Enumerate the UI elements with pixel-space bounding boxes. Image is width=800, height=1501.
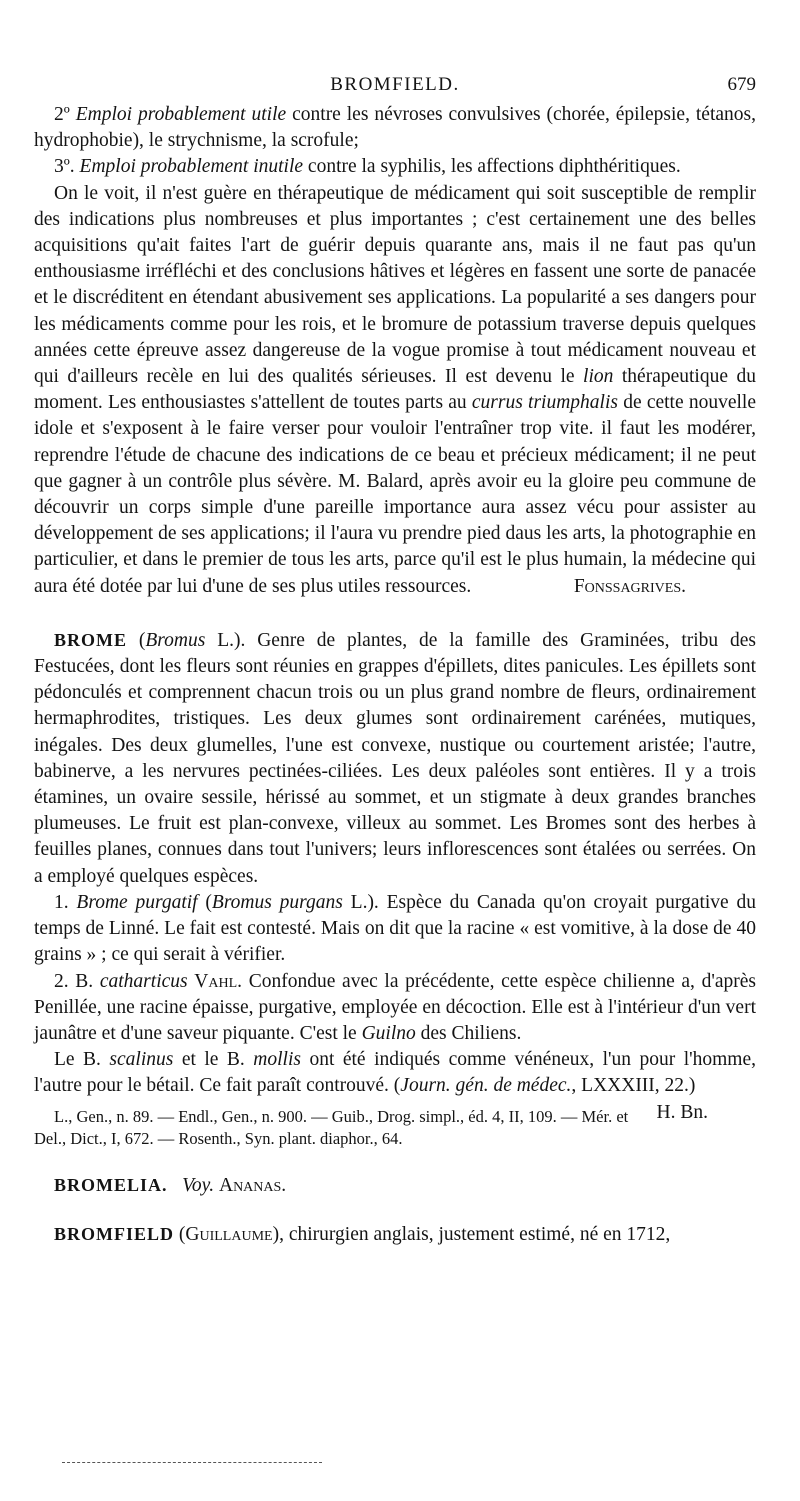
author-signature: Fonssagrives. bbox=[573, 575, 686, 597]
text-run: thérapeutique du moment. Les enthousiastes s'attellent de toutes parts au bbox=[34, 366, 757, 414]
author-name: Vahl. bbox=[194, 970, 243, 992]
paragraph-emploi-utile bbox=[34, 102, 756, 154]
bibliography-line: L., Gen., n. 89. — Endl., Gen., n. 900. — Guib., Drog. simpl., éd. 4, II, 109. — Mér. et bbox=[54, 1106, 629, 1126]
text-run: L.). bbox=[342, 891, 379, 913]
species-name: catharticus bbox=[99, 970, 188, 992]
page-number: 679 bbox=[727, 74, 756, 95]
text-run: Le B. bbox=[54, 1049, 110, 1071]
entry-headword: BROME bbox=[54, 629, 128, 650]
text-run: , chirurgien anglais, justement estimé, né en 1712, bbox=[279, 1223, 671, 1245]
species-name: mollis bbox=[253, 1049, 301, 1071]
entry-bromelia bbox=[34, 1172, 756, 1199]
text-run: et le B. bbox=[173, 1049, 254, 1071]
latin-name: Bromus purgans bbox=[211, 891, 343, 913]
entry-headword: BROMFIELD bbox=[54, 1223, 175, 1244]
text-run: de cette nouvelle idole et s'exposent à le faire verser pour vouloir l'entraîner trop vite. il faut les modérer, reprendre l'étude de chacune des indications de ce beau et précieux médicament; il ne peut que gagner à un contrôle plus sévère. M. Balard, après avoir eu la gloire peu commune de découvrir un corps simple d'une pareille importance aura assez vécu pour assister au développement de ses applications; il l'aura vu prendre pied daus les arts, la photographie en particulier, et dans le premier de tous les arts, parce qu'il est le plus humain, la médecine qui aura été dotée par lui d'une de ses plus utiles ressources. bbox=[34, 392, 756, 597]
text-run: B. bbox=[68, 970, 100, 992]
text-run: Confondue avec la précédente, cette espèce chilienne a, d'après Penillée, une racine épaisse, purgative, employée en décoction. Elle est à l'intérieur d'un vert jaunâtre et d'une saveur piquante. C'est le bbox=[34, 970, 757, 1044]
paragraph-brome-item-1: 1. Brome purgatif (Bromus purgans L.). Espèce du Canada qu'on croyait purgative du temps de Linné. Le fait est contesté. Mais on dit que la racine « est vomitive, à la dose de 40 grains » ; ce qui serait à vérifier. bbox=[34, 891, 756, 966]
species-name: scalinus bbox=[109, 1049, 174, 1071]
given-name: Guillaume bbox=[185, 1223, 273, 1245]
text-run: Genre de plantes, de la famille des Graminées, tribu des Festucées, dont les fleurs sont réunies en grappes d'épillets, dites panicules. Les épillets sont pédonculés et comprennent chacun trois ou un plus grand nombre de fleurs, ordinairement hermaphrodites, tristiques. Les deux glumes sont ordinairement carénées, mutiques, inégales. Des deux glumelles, l'une est convexe, nustique ou courtement aristée; l'autre, babinerve, a les nervures pectinées-ciliées. Les deux paléoles sont entières. Il y a trois étamines, un ovaire sessile, hérissé au sommet, et un stigmate à deux grandes branches plumeuses. Le fruit est plan-convexe, villeux au sommet. Les Bromes sont des herbes à feuilles planes, connues dans tout l'univers; leurs inflorescences sont étalées ou serrées. On a employé quelques espèces. bbox=[34, 629, 757, 887]
item-number: 2. bbox=[54, 970, 69, 992]
cross-reference-label: Voy. bbox=[182, 1174, 215, 1196]
text-run: ont été indiqués comme vénéneux, l'un pour l'homme, l'autre pour le bétail. Ce fait paraît controuvé. ( bbox=[34, 1049, 757, 1097]
item-number: 2º bbox=[54, 104, 70, 125]
text-run-italic: Guilno bbox=[361, 1022, 416, 1044]
text-run: Espèce du Canada qu'on croyait purgative du temps de Linné. Le fait est contesté. Mais on dit que la racine « est vomitive, à la dose de 40 grains » ; ce qui serait à vérifier. bbox=[34, 891, 756, 966]
item-text: contre la syphilis, les affections diphthéritiques. bbox=[303, 156, 681, 178]
page bbox=[34, 72, 756, 1248]
text-run: On le voit, il n'est guère en thérapeutique de médicament qui soit susceptible de remplir des indications plus nombreuses et plus importantes ; c'est certainement une des belles acquisitions qu'ait faites l'art de guérir depuis quarante ans, mais il ne faut pas qu'un enthousiasme irréfléchi et des conclusions hâtives et légères en fassent une sorte de panacée et le discréditent en étendant abusivement ses applications. La popularité a ses dangers pour les médicaments comme pour les rois, et le bromure de potassium traverse depuis quelques années cette épreuve assez dangereuse de la vogue promise à tout médicament nouveau et qui d'ailleurs recèle en lui des qualités sérieuses. Il est devenu le bbox=[34, 182, 756, 388]
text-run-italic: lion bbox=[583, 366, 614, 388]
bibliography-line: Del., Dict., I, 672. — Rosenth., Syn. plant. diaphor., 64. bbox=[34, 1128, 403, 1148]
entry-headword: BROMELIA. bbox=[54, 1174, 168, 1195]
paragraph-emploi-inutile bbox=[34, 154, 756, 180]
item-title: Emploi probablement utile bbox=[75, 104, 287, 125]
item-number: 3º. bbox=[54, 156, 75, 178]
latin-name: Bromus bbox=[145, 629, 206, 651]
paragraph-brome-item-2 bbox=[34, 969, 756, 1048]
journal-title: Journ. gén. de médec. bbox=[400, 1075, 572, 1097]
cross-reference-target: Ananas. bbox=[218, 1174, 287, 1196]
text-run: L.). bbox=[205, 629, 246, 651]
species-name: Brome purgatif bbox=[76, 891, 198, 913]
page-header bbox=[34, 72, 756, 102]
item-title: Emploi probablement inutile bbox=[79, 156, 304, 178]
text-run: des Chiliens. bbox=[415, 1022, 522, 1044]
article-fonssagrives-conclusion bbox=[34, 102, 756, 600]
paragraph-brome-definition: BROME (Bromus L.). Genre de plantes, de la famille des Graminées, tribu des Festucées, dont les fleurs sont réunies en grappes d'épillets, dites panicules. Les épillets sont pédonculés et comprennent chacun trois ou un plus grand nombre de fleurs, ordinairement hermaphrodites, tristiques. Les deux glumes sont ordinairement carénées, mutiques, inégales. Des deux glumelles, l'une est convexe, nustique ou courtement aristée; l'autre, babinerve, a les nervures pectinées-ciliées. Les deux paléoles sont entières. Il y a trois étamines, un ovaire sessile, hérissé au sommet, et un stigmate à deux grandes branches plumeuses. Le fruit est plan-convexe, villeux au sommet. Les Bromes sont des herbes à feuilles planes, connues dans tout l'univers; leurs inflorescences sont étalées ou serrées. On a employé quelques espèces. bbox=[34, 629, 757, 887]
item-text: contre les névroses convulsives (chorée, épilepsie, tétanos, hydrophobie), le strychnisme, la scrofule; bbox=[34, 104, 757, 152]
item-number: 1. bbox=[54, 891, 69, 913]
paragraph-conclusion bbox=[34, 181, 756, 600]
entry-bromfield: BROMFIELD (Guillaume), chirurgien anglais, justement estimé, né en 1712, bbox=[54, 1223, 671, 1245]
running-title: BROMFIELD. bbox=[330, 74, 460, 95]
text-run-italic: currus triumphalis bbox=[471, 392, 618, 414]
text-run: , LXXXIII, 22.) bbox=[571, 1075, 696, 1097]
footer-rule bbox=[62, 1462, 322, 1463]
author-signature: H. Bn. bbox=[656, 1101, 708, 1123]
